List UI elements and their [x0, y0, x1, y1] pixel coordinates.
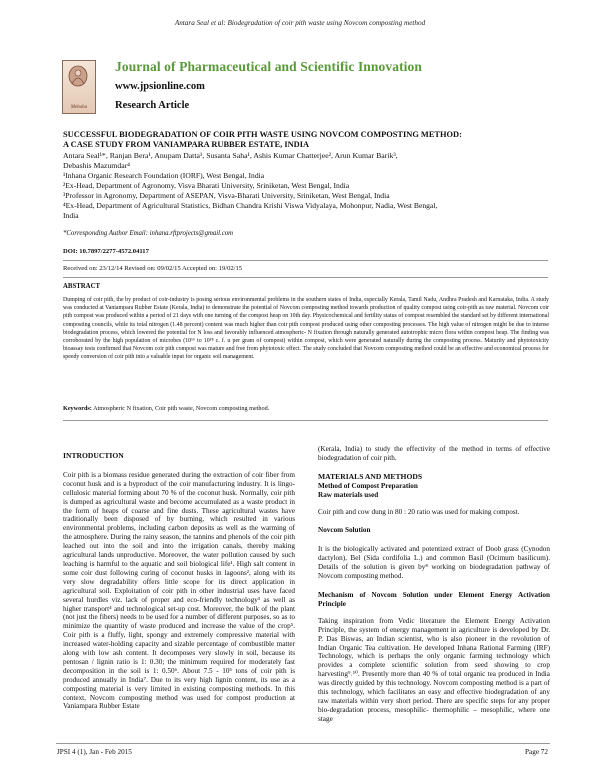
novcom-solution-heading: Novcom Solution [318, 526, 371, 535]
affiliation-4-cont: India [63, 211, 79, 220]
divider [63, 277, 548, 278]
journal-logo [62, 60, 96, 114]
abstract-heading: ABSTRACT [63, 283, 101, 290]
keywords-label: Keywords: [63, 405, 92, 412]
divider [63, 260, 548, 261]
affiliation-3: ³Professor in Agronomy, Department of ASEPAN, Visva-Bharati University, Sriniketan, West Bengal, India [63, 191, 390, 200]
page-number: Page 72 [525, 748, 548, 756]
affiliations [63, 171, 543, 221]
authors-line-1: Antara Seal¹*, Ranjan Bera¹, Anupam Datta¹, Susanta Saha¹, Ashis Kumar Chatterjee², Arun Kumar Barik³, [63, 151, 398, 160]
author-list [63, 151, 543, 171]
article-title-line-1: SUCCESSFUL BIODEGRADATION OF COIR PITH WASTE USING NOVCOM COMPOSTING METHOD: [63, 130, 462, 139]
journal-title: Journal of Pharmaceutical and Scientific Innovation [115, 59, 422, 74]
authors-line-2: Debashis Mazumdar⁴ [63, 161, 131, 170]
raw-materials-heading: Raw materials used [318, 490, 379, 499]
materials-methods-heading: MATERIALS AND METHODS [318, 471, 423, 481]
novcom-solution-text: It is the biologically activated and potentized extract of Doob grass (Cynodon dactylon), Bel (Sida cordifolia L.) and common Basil (Ocimum basilicum). Details of the solution is given by⁸ working on biodegradation pathway of Novcom composting method. [318, 545, 550, 581]
abstract-text: Dumping of coir pith, the by product of coir-industry is posing serious environmental problems in the southern states of India, especially Kerala, Tamil Nadu, Andhra Pradesh and Karnataka, India. A study was conducted at Vaniampara Rubber Estate (Kerala, India) to demonstrate the potential of Novcom composting method towards production of quality compost using coir-pith as raw material. Novcom coir pith compost was produced within a period of 21 days with one turning of the compost heap on 10th day. Physicochemical and fertility status of compost resembled the standard set by different international composting councils, while its total nitrogen (1.48 percent) content was much higher than coir pith compost produced using other composting processes. The high value of nitrogen might be due to intense biodegradation process, which lowered the potential for N loss and favorably influenced atmospheric- N fixation through naturally generated autotrophic micro flora within compost heap. The finding was corroborated by the high population of microbes (10¹⁶ to 10¹⁸ c. f. u per gram of compost) within compost, which were generated naturally during the composting process. Maturity and phytotoxicity bioassay tests confirmed that Novcom coir pith compost was mature and free from phytotoxic effect. The study concluded that Novcom composting method could be an effective and economical process for speedy conversion of coir pith into a valuable input for organic soil management. [63, 297, 549, 361]
article-type: Research Article [115, 100, 190, 111]
intro-paragraph: Coir pith is a biomass residue generated during the extraction of coir fiber from coconut husk and is a byproduct of the coir manufacturing industry. It is lingo-cellulosic material forming about 70 % of the coconut husk. Normally, coir pith is dumped as agricultural waste and become accumulated as a waste product in the form of heaps of coarse and fine dusts. These agricultural wastes have traditionally been disposed of by burning, which resulted in various environmental problems, including carbon deposits as well as the warming of the atmosphere. During the rainy season, the tannins and phenols of the coir pith leached out into the soil and into the irrigation canals, thereby making agricultural lands unproductive. Moreover, the water pollution caused by such leaching is harmful to the aquatic and soil biological life¹. High salt content in some coir dust following curing of coconut husks in lagoons², along with its very slow degradability offers little scope for its direct application in agricultural soil. Exploitation of coir pith in other industrial uses have faced several hurdles viz. lack of proper and eco-friendly technology³ as well as higher transport⁴ and technological set-up cost. Moreover, the bulk of the plant (not just the fibers) needs to be used for a number of different purposes, so as to minimize the quantity of waste produced and increase the value of the crop⁵. Coir pith is a fluffy, light, spongy and extremely compressive material with increased water-holding capacity and sizable percentage of combustible matter along with low ash content. It decomposes very slowly in soil, because its pentosan / lignin ratio is 1: 0.30; the minimum required for moderately fast decomposition in the soil is 1: 0.50⁶. About 7.5 - 10⁵ tons of coir pith is produced annually in India⁷. Due to its very high lignin content, its use as a composting material is very limited in existing composting methods. In this context, Novcom composting method was used for compost production at Vaniampara Rubber Estate [63, 470, 295, 711]
journal-website-link[interactable]: www.jpsionline.com [115, 81, 205, 92]
doi: DOI: 10.7897/2277-4572.04117 [63, 248, 149, 255]
intro-heading: INTRODUCTION [63, 451, 124, 460]
footer-divider [56, 743, 550, 744]
intro-paragraph-cont: (Kerala, India) to study the effectivity of the method in terms of effective biodegradation of coir pith. [318, 445, 550, 462]
divider [63, 420, 548, 421]
footer-citation: JPSI 4 (1), Jan - Feb 2015 [57, 748, 132, 756]
body-column-right [318, 445, 550, 724]
affiliation-4: ⁴Ex-Head, Department of Agricultural Statistics, Bidhan Chandra Krishi Viswa Vidyalaya, Mohonpur, Nadia, West Bengal, [63, 201, 438, 210]
corresponding-author: *Corresponding Author Email: inhana.rftprojects@gmail.com [63, 230, 234, 237]
body-column-left [63, 452, 295, 711]
running-header: Antara Seal et al: Biodegradation of coir pith waste using Novcom composting method [174, 19, 426, 27]
affiliation-2: ²Ex-Head, Department of Agronomy, Visva Bharati University, Sriniketan, West Bengal, India [63, 181, 350, 190]
mechanism-text: Taking inspiration from Vedic literature the Element Energy Activation Principle, the system of energy management in agriculture is developed by Dr. P. Das Biswas, an Indian scientist, who is also pioneer in the revolution of Indian Organic Tea cultivation. He developed Inhana Rational Farming (IRF) Technology, which is perhaps the only organic farming technology which provides a complete scientific solution from seed showing to crop harvesting⁹˒¹⁰. Presently more than 40 % of total organic tea produced in India was directly guided by this technology. Novcom composting method is a part of this technology, which facilitates an easy and effective biodegradation of any raw materials within very short period. There are specific steps for any proper bio-degradation process, mesophilic- thermophilic – mesophilic, where one stage [318, 616, 550, 723]
method-subheading: Method of Compost Preparation [318, 481, 418, 490]
mechanism-heading: Mechanism of Novcom Solution under Element Energy Activation Principle [318, 590, 550, 608]
keywords [63, 405, 269, 412]
article-title-line-2: A CASE STUDY FROM VANIAMPARA RUBBER ESTATE, INDIA [63, 140, 310, 149]
keywords-text: Atmospheric N fixation, Coir pith waste, Novcom composting method. [93, 405, 270, 412]
raw-materials-text: Coir pith and cow dung in 80 : 20 ratio was used for making compost. [318, 507, 520, 516]
affiliation-1: ¹Inhana Organic Research Foundation (IORF), West Bengal, India [63, 171, 265, 180]
logo-emblem-icon [66, 64, 90, 94]
article-title [63, 130, 543, 150]
article-dates: Received on: 23/12/14 Revised on: 09/02/15 Accepted on: 19/02/15 [63, 265, 243, 272]
logo-text: Mehaha [70, 105, 88, 110]
